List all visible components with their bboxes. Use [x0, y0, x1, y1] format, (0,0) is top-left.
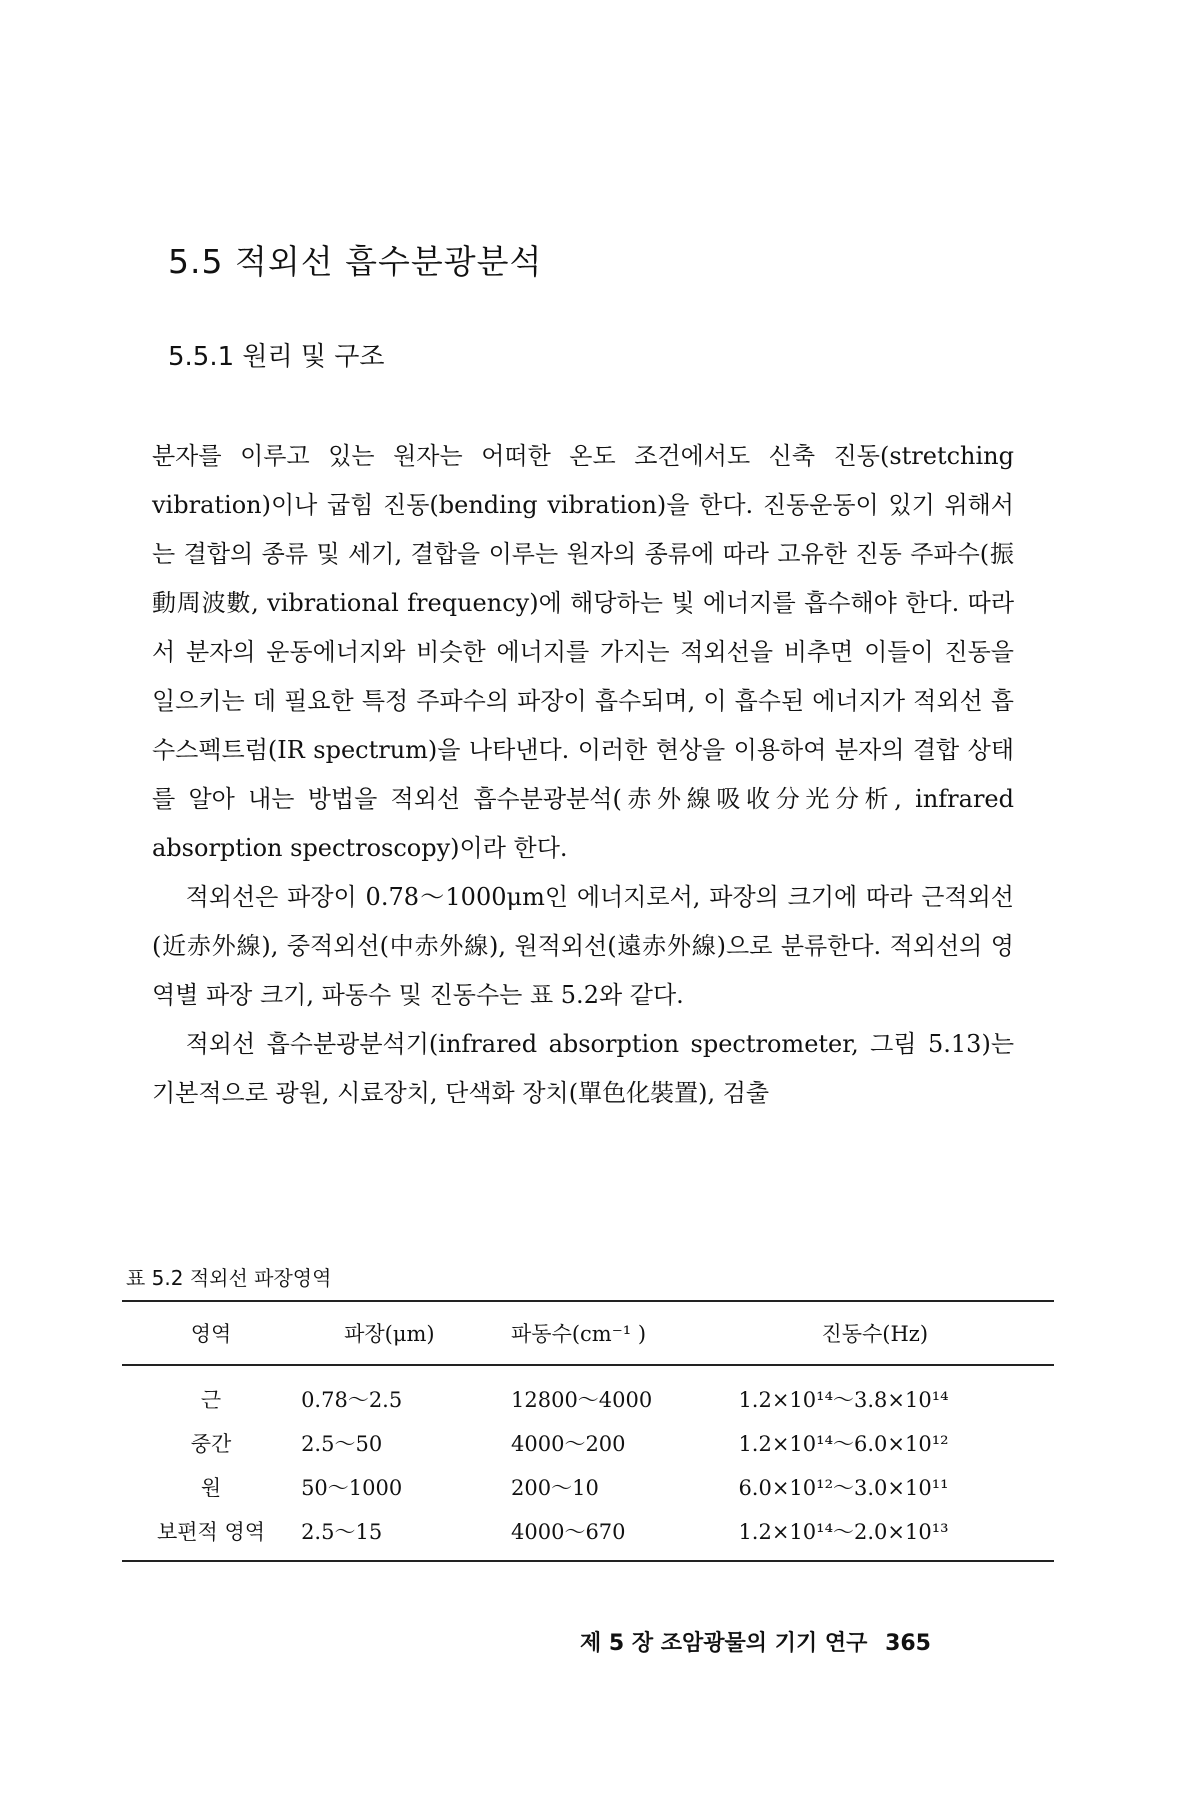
cell-wavelength: 0.78～2.5	[301, 1388, 403, 1412]
paragraph-3: 적외선 흡수분광분석기(infrared absorption spectrometer, 그림 5.13)는 기본적으로 광원, 시료장치, 단색화 장치(單色化裝置), 검출	[152, 1030, 1014, 1107]
cell-wavenumber: 12800～4000	[511, 1388, 653, 1412]
table-header-row	[122, 1301, 1054, 1365]
cell-region: 보편적 영역	[122, 1509, 300, 1561]
subsection-title: 5.5.1 원리 및 구조	[168, 342, 385, 372]
infrared-range-table	[122, 1300, 1054, 1562]
header-frequency: 진동수(Hz)	[737, 1301, 1054, 1365]
cell-frequency: 1.2×10¹⁴～2.0×10¹³	[737, 1509, 1054, 1561]
cell-frequency: 6.0×10¹²～3.0×10¹¹	[738, 1476, 949, 1500]
cell-wavelength: 50～1000	[301, 1476, 403, 1500]
cell-wavelength: 2.5～15	[300, 1509, 510, 1561]
paragraph-1: 분자를 이루고 있는 원자는 어떠한 온도 조건에서도 신축 진동(stretching vibration)이나 굽힘 진동(bending vibration)을 한다. 진동운동이 있기 위해서는 결합의 종류 및 세기, 결합을 이루는 원자의 종류에 따라 고유한 진동 주파수(振動周波數, vibrational frequency)에 해당하는 빛 에너지를 흡수해야 한다. 따라서 분자의 운동에너지와 비슷한 에너지를 가지는 적외선을 비추면 이들이 진동을 일으키는 데 필요한 특정 주파수의 파장이 흡수되며, 이 흡수된 에너지가 적외선 흡수스펙트럼(IR spectrum)을 나타낸다. 이러한 현상을 이용하여 분자의 결합 상태를 알아 내는 방법을 적외선 흡수분광분석(赤外線吸收分光分析, infrared absorption spectroscopy)이라 한다.	[152, 442, 1014, 862]
table-caption: 표 5.2 적외선 파장영역	[126, 1266, 332, 1290]
cell-wavenumber: 4000～670	[510, 1509, 737, 1561]
page-footer	[580, 1626, 931, 1657]
table-row	[122, 1465, 1054, 1509]
section-title: 5.5 적외선 흡수분광분석	[168, 242, 543, 281]
header-region: 영역	[122, 1301, 300, 1365]
header-wavelength: 파장(μm)	[300, 1301, 510, 1365]
cell-region: 원	[200, 1476, 222, 1500]
cell-frequency: 1.2×10¹⁴～3.8×10¹⁴	[738, 1388, 949, 1412]
table-row	[122, 1365, 1054, 1421]
table-row	[122, 1509, 1054, 1561]
body-text	[152, 432, 1014, 1118]
header-wavenumber: 파동수(cm⁻¹ )	[510, 1301, 737, 1365]
cell-wavelength: 2.5～50	[301, 1432, 383, 1456]
cell-wavenumber: 200～10	[511, 1476, 599, 1500]
cell-region: 중간	[190, 1432, 232, 1456]
table-row	[122, 1421, 1054, 1465]
page-number: 365	[885, 1631, 931, 1656]
cell-region: 근	[200, 1388, 222, 1412]
cell-wavenumber: 4000～200	[511, 1432, 626, 1456]
cell-frequency: 1.2×10¹⁴～6.0×10¹²	[738, 1432, 949, 1456]
chapter-title: 제 5 장 조암광물의 기기 연구	[580, 1631, 868, 1656]
paragraph-2: 적외선은 파장이 0.78～1000μm인 에너지로서, 파장의 크기에 따라 근적외선(近赤外線), 중적외선(中赤外線), 원적외선(遠赤外線)으로 분류한다. 적외선의 영역별 파장 크기, 파동수 및 진동수는 표 5.2와 같다.	[152, 883, 1014, 1009]
